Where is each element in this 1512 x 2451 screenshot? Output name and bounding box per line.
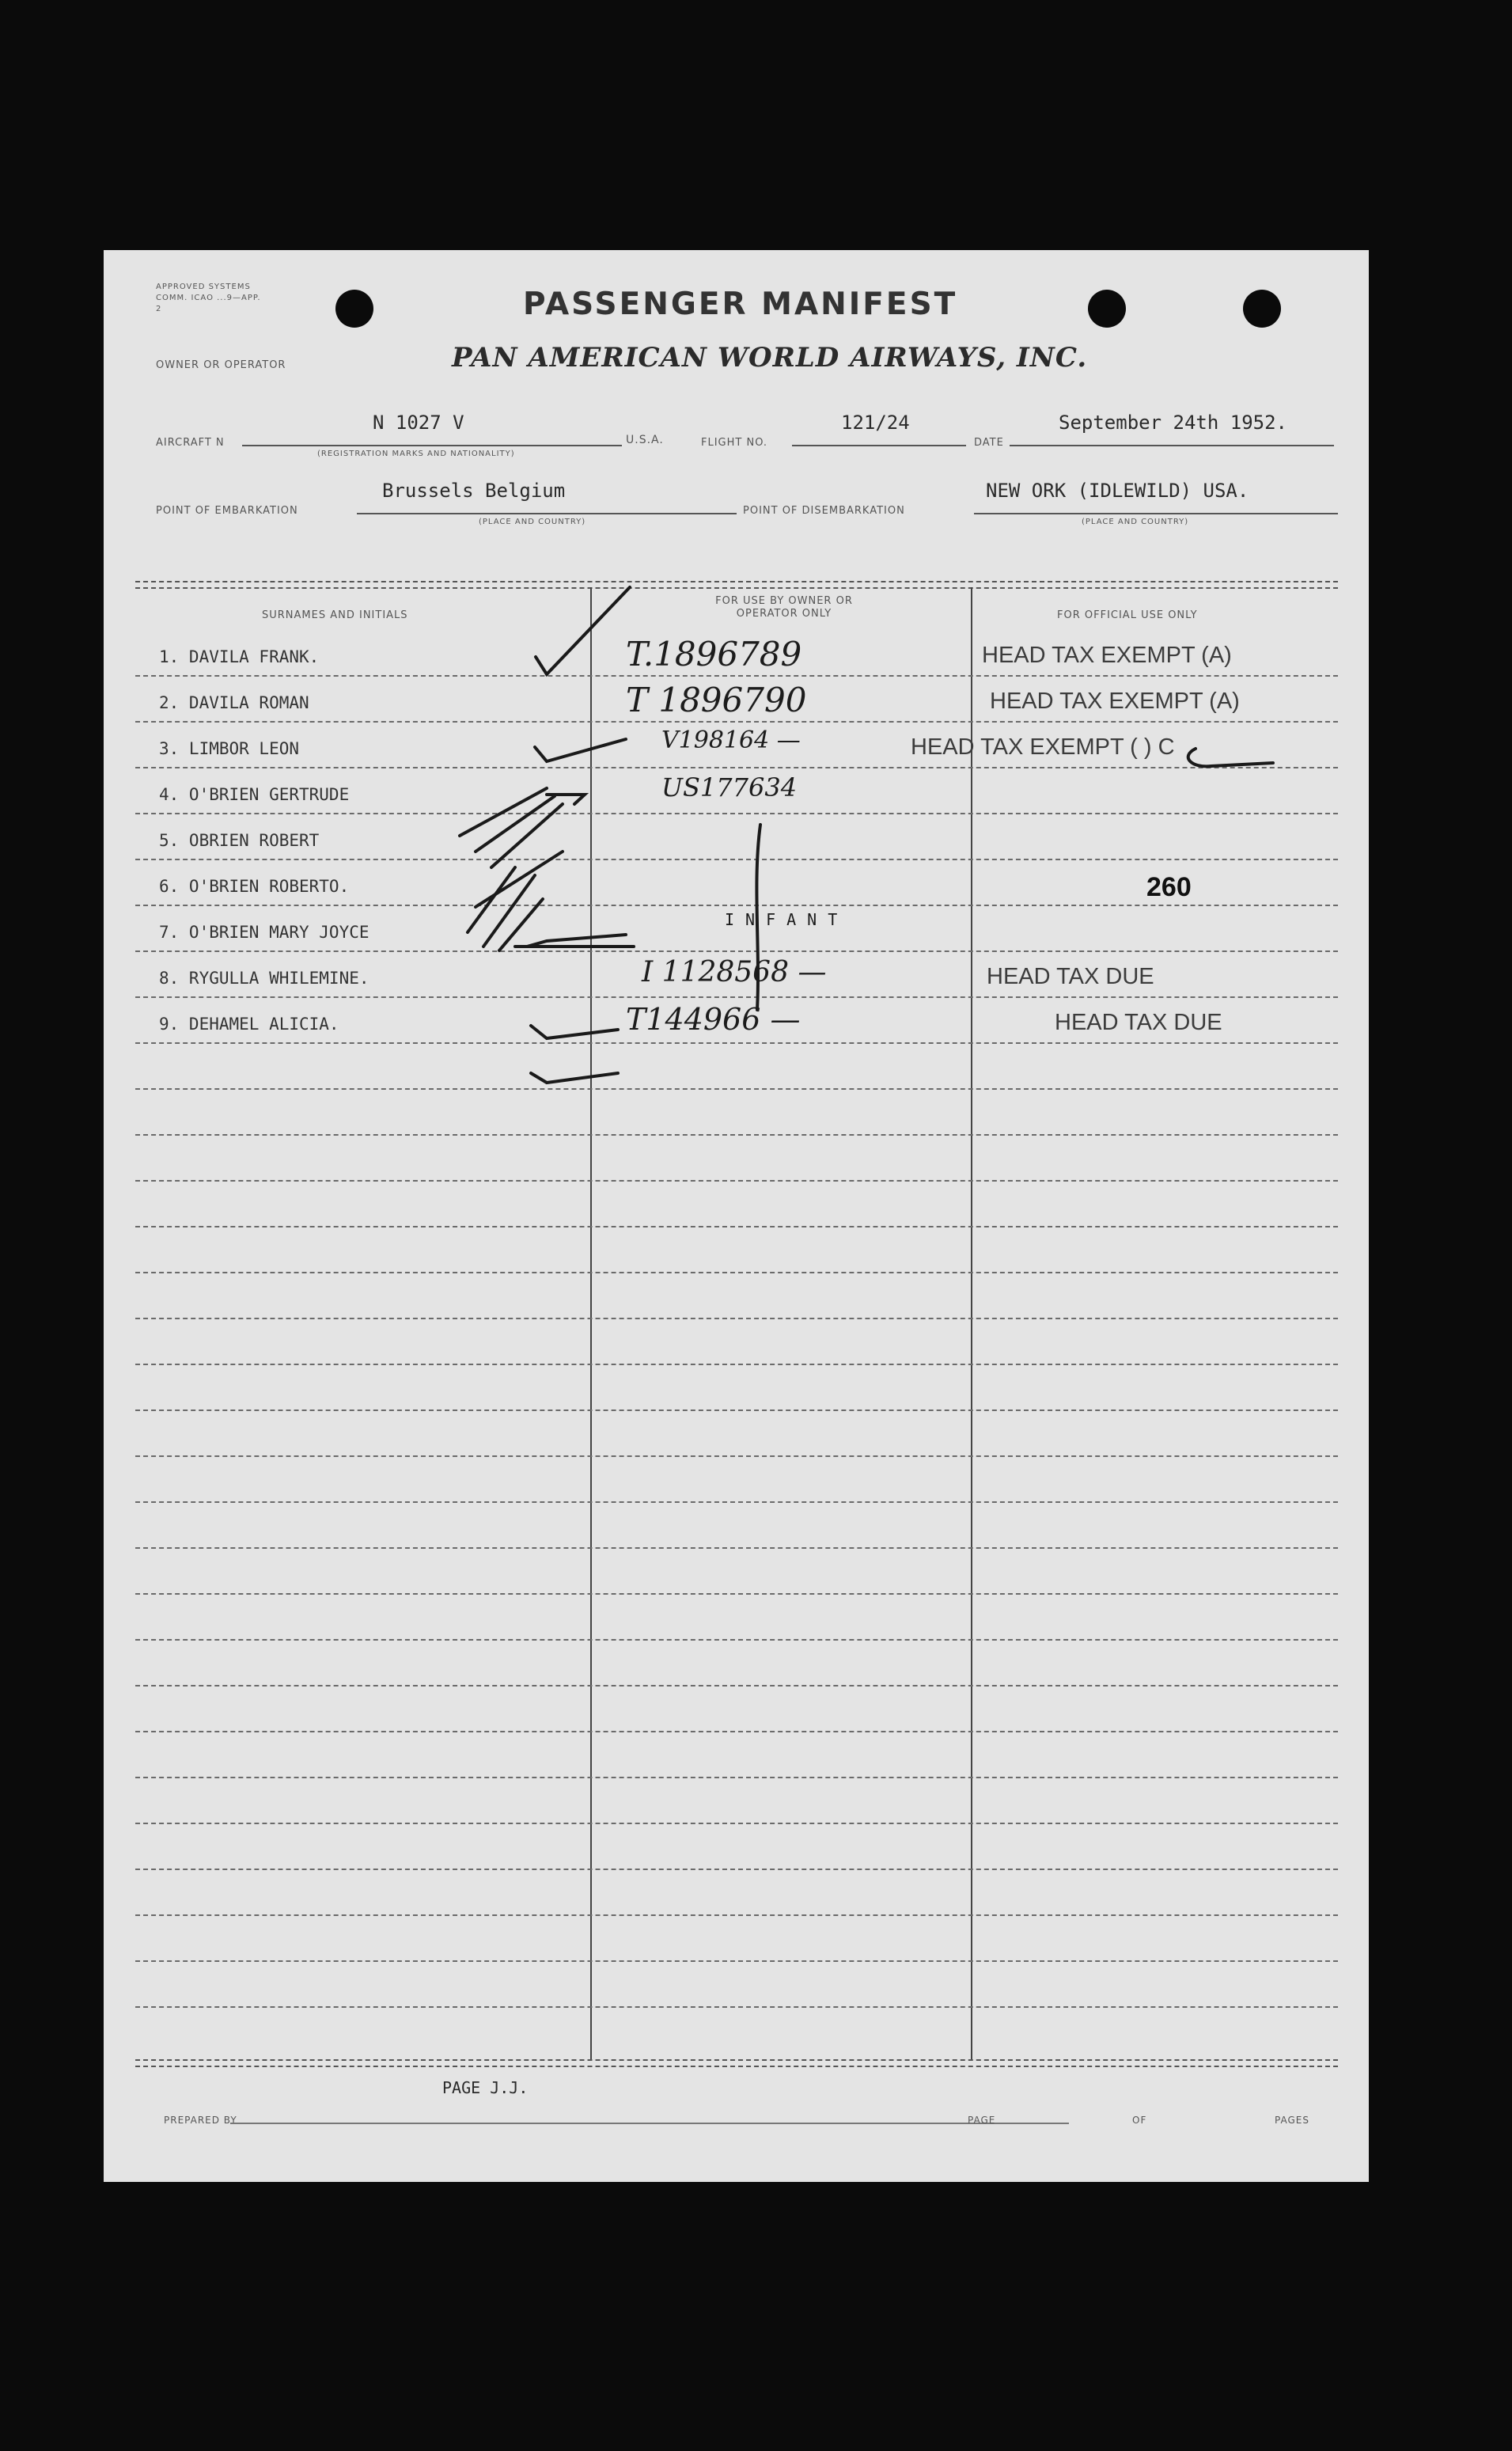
usa-label: U.S.A.: [626, 434, 664, 446]
embark-label: POINT OF EMBARKATION: [156, 505, 298, 517]
pen-stroke: [756, 825, 760, 1010]
page-note: PAGE J.J.: [442, 2078, 529, 2097]
passenger-name: 4. O'BRIEN GERTRUDE: [159, 785, 350, 804]
date-label: DATE: [974, 437, 1004, 449]
pages-label: PAGES: [1275, 2115, 1309, 2126]
official-stamp: HEAD TAX EXEMPT ( ) C: [911, 734, 1175, 760]
passenger-name: 9. DEHAMEL ALICIA.: [159, 1015, 339, 1034]
aircraft-label: AIRCRAFT N: [156, 437, 225, 449]
page-label: PAGE: [968, 2115, 996, 2126]
checkmark: [531, 1073, 618, 1083]
official-stamp: HEAD TAX EXEMPT (A): [982, 643, 1232, 668]
pen-stroke: [468, 867, 515, 932]
column-header-names: SURNAMES AND INITIALS: [262, 609, 408, 621]
passenger-name: 3. LIMBOR LEON: [159, 739, 300, 758]
passenger-name: 8. RYGULLA WHILEMINE.: [159, 969, 369, 988]
operator-name: PAN AMERICAN WORLD AIRWAYS, INC.: [452, 342, 1088, 374]
checkmark: [531, 1026, 618, 1038]
disembark-value: NEW ORK (IDLEWILD) USA.: [986, 480, 1249, 502]
ticket-number: INFANT: [725, 910, 849, 929]
page-title: PASSENGER MANIFEST: [523, 286, 958, 322]
passenger-name: 6. O'BRIEN ROBERTO.: [159, 877, 350, 896]
column-header-owner: FOR USE BY OWNER OR OPERATOR ONLY: [715, 595, 853, 620]
pen-stroke: [527, 935, 626, 947]
ticket-number: T 1896790: [626, 681, 807, 719]
official-stamp: 260: [1146, 872, 1192, 902]
official-stamp: HEAD TAX DUE: [1055, 1010, 1222, 1035]
checkmark: [535, 739, 626, 761]
approval-note: APPROVED SYSTEMS COMM. ICAO ...9—APP. 2: [156, 283, 261, 313]
disembark-label: POINT OF DISEMBARKATION: [743, 505, 905, 517]
date-value: September 24th 1952.: [1059, 412, 1287, 434]
operator-label: OWNER OR OPERATOR: [156, 359, 286, 371]
flight-label: FLIGHT NO.: [701, 437, 768, 449]
passenger-name: 1. DAVILA FRANK.: [159, 647, 320, 666]
ticket-number: US177634: [661, 772, 798, 802]
flight-value: 121/24: [841, 412, 910, 434]
pen-marks: [104, 250, 1369, 2182]
embark-value: Brussels Belgium: [382, 480, 566, 502]
official-stamp: HEAD TAX EXEMPT (A): [990, 689, 1240, 714]
ticket-number: T.1896789: [626, 635, 802, 673]
column-header-official: FOR OFFICIAL USE ONLY: [1057, 609, 1198, 621]
table-bottom-rule: [135, 2059, 1338, 2061]
checkmark: [536, 587, 630, 674]
of-label: OF: [1132, 2115, 1147, 2126]
prepared-label: PREPARED BY: [164, 2115, 237, 2126]
passenger-name: 7. O'BRIEN MARY JOYCE: [159, 923, 369, 942]
aircraft-value: N 1027 V: [373, 412, 464, 434]
ticket-number: V198164 —: [661, 727, 801, 754]
ticket-number: I 1128568 —: [642, 956, 827, 988]
manifest-sheet: [104, 250, 1369, 2182]
table-bottom-rule-2: [135, 2066, 1338, 2067]
ticket-number: T144966 —: [626, 1002, 801, 1037]
registration-note: (REGISTRATION MARKS AND NATIONALITY): [317, 450, 515, 458]
passenger-name: 2. DAVILA ROMAN: [159, 693, 309, 712]
place-note: (PLACE AND COUNTRY): [479, 518, 586, 526]
checkmark: [1188, 749, 1273, 766]
official-stamp: HEAD TAX DUE: [987, 964, 1154, 989]
place-note-2: (PLACE AND COUNTRY): [1082, 518, 1189, 526]
passenger-name: 5. OBRIEN ROBERT: [159, 831, 320, 850]
prepared-line: [230, 2123, 1069, 2124]
